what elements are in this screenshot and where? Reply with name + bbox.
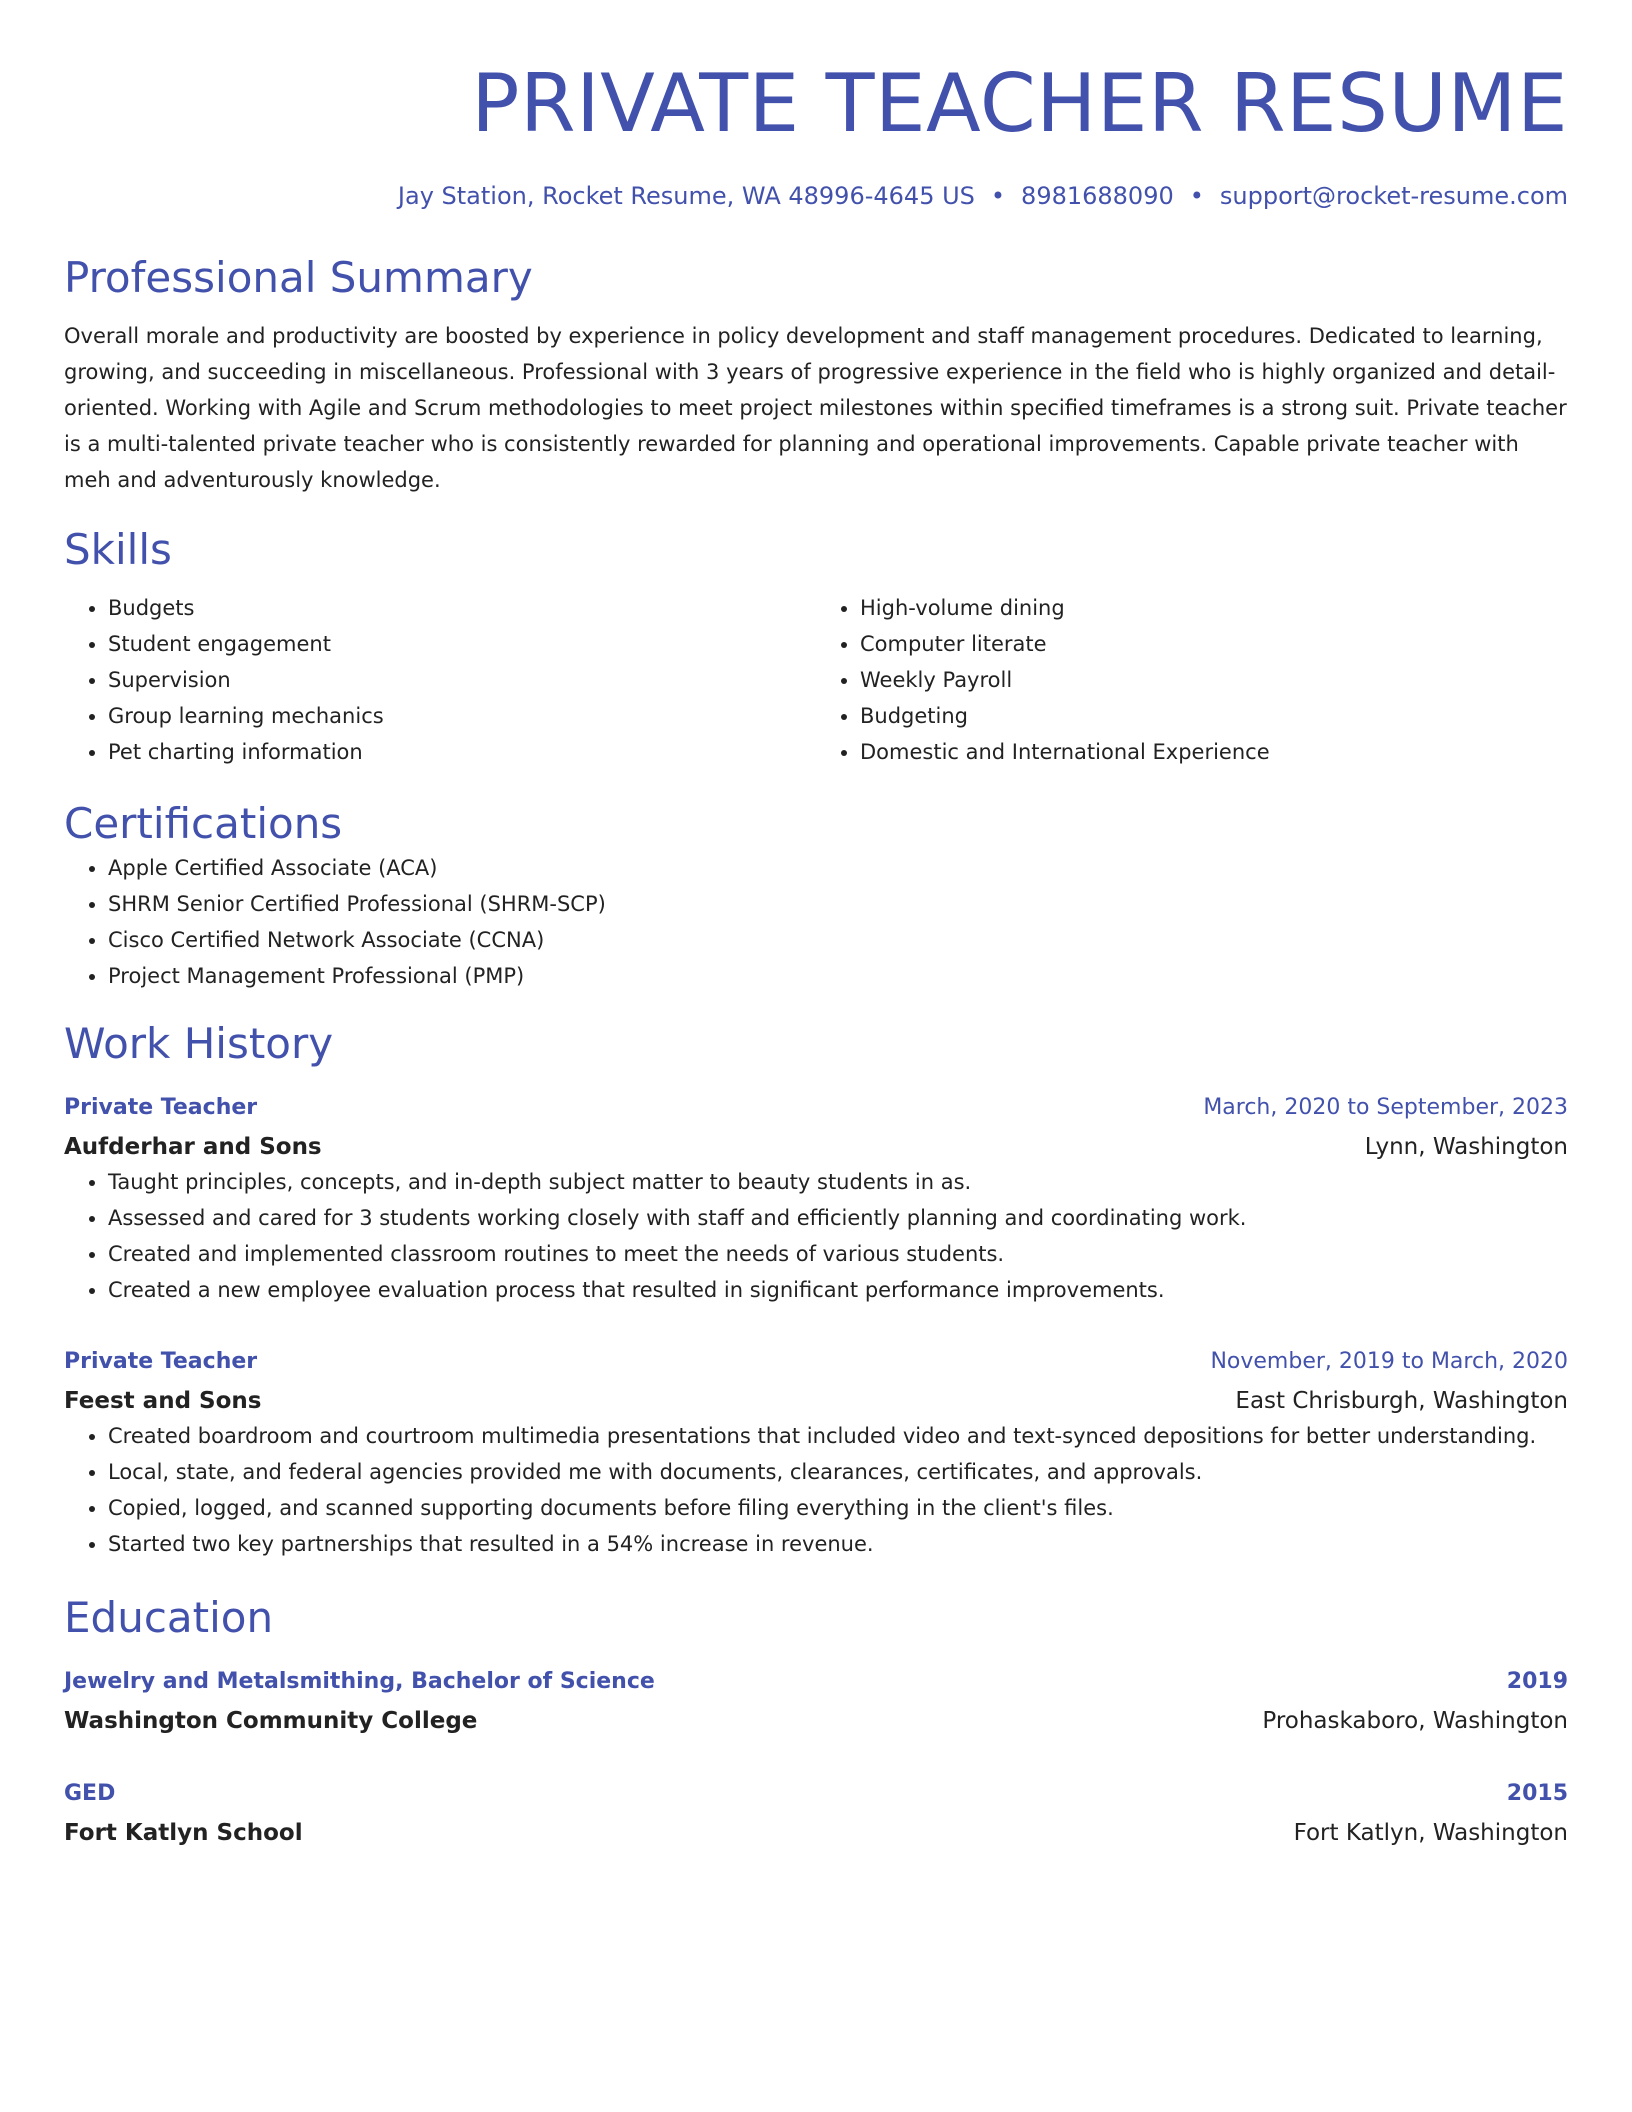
- job-company-row: [64, 1130, 1568, 1164]
- separator-dot: •: [990, 182, 1006, 210]
- job-duty-item: • Created boardroom and courtroom multimedia presentations that included video and text-synced depositions for better understanding.: [108, 1418, 1568, 1454]
- job-duty-item: • Assessed and cared for 3 students working closely with staff and efficiently planning and coordinating work.: [108, 1200, 1568, 1236]
- education-degree-row: [64, 1666, 1568, 1698]
- job-duty-item: • Taught principles, concepts, and in-depth subject matter to beauty students in as.: [108, 1164, 1568, 1200]
- contact-address: Jay Station, Rocket Resume, WA 48996-4645 US: [397, 182, 975, 210]
- contact-email[interactable]: support@rocket-resume.com: [1219, 182, 1568, 210]
- contact-phone[interactable]: 8981688090: [1021, 182, 1174, 210]
- certification-item: • Apple Certified Associate (ACA): [108, 850, 1568, 886]
- skill-item: • Domestic and International Experience: [860, 734, 1568, 770]
- education-heading: Education: [64, 1593, 274, 1642]
- skill-item: • Budgeting: [860, 698, 1568, 734]
- job-dates: March, 2020 to September, 2023: [1203, 1095, 1568, 1120]
- skill-item: • Weekly Payroll: [860, 662, 1568, 698]
- certification-item: • Cisco Certified Network Associate (CCNA): [108, 922, 1568, 958]
- summary-heading: Professional Summary: [64, 253, 533, 302]
- education-school: Washington Community College: [64, 1708, 478, 1734]
- education-year: 2015: [1506, 1781, 1568, 1806]
- skills-list-right: [816, 590, 1568, 770]
- job-duty-item: • Created and implemented classroom routines to meet the needs of various students.: [108, 1236, 1568, 1272]
- education-school-row: [64, 1816, 1568, 1850]
- certification-item: • Project Management Professional (PMP): [108, 958, 1568, 994]
- separator-dot: •: [1189, 182, 1204, 210]
- resume-title: PRIVATE TEACHER RESUME: [471, 57, 1568, 150]
- job-duty-item: • Local, state, and federal agencies provided me with documents, clearances, certificates, and approvals.: [108, 1454, 1568, 1490]
- job-location: East Chrisburgh, Washington: [1235, 1388, 1568, 1414]
- education-year: 2019: [1506, 1669, 1568, 1694]
- education-degree: GED: [64, 1781, 116, 1806]
- job-duties-list: [64, 1418, 1568, 1562]
- work-history-heading: Work History: [64, 1019, 334, 1068]
- skill-item: • Computer literate: [860, 626, 1568, 662]
- job-duty-item: • Copied, logged, and scanned supporting documents before filing everything in the client's files.: [108, 1490, 1568, 1526]
- job-title: Private Teacher: [64, 1349, 258, 1374]
- skill-item: • Budgets: [108, 590, 816, 626]
- education-degree: Jewelry and Metalsmithing, Bachelor of Science: [64, 1669, 655, 1694]
- job-entry: [64, 1092, 1568, 1308]
- job-company: Aufderhar and Sons: [64, 1134, 322, 1160]
- job-company: Feest and Sons: [64, 1388, 262, 1414]
- education-location: Prohaskaboro, Washington: [1262, 1708, 1568, 1734]
- certifications-heading: Certifications: [64, 799, 343, 848]
- education-school-row: [64, 1704, 1568, 1738]
- skill-item: • Group learning mechanics: [108, 698, 816, 734]
- job-title-row: [64, 1346, 1568, 1378]
- education-school: Fort Katlyn School: [64, 1820, 303, 1846]
- education-degree-row: [64, 1778, 1568, 1810]
- education-entry: [64, 1778, 1568, 1850]
- skills-list-left: [64, 590, 816, 770]
- certifications-list: [64, 850, 1568, 994]
- skill-item: • Supervision: [108, 662, 816, 698]
- contact-line: [64, 180, 1568, 212]
- education-location: Fort Katlyn, Washington: [1293, 1820, 1568, 1846]
- education-entry: [64, 1666, 1568, 1738]
- job-title-row: [64, 1092, 1568, 1124]
- job-entry: [64, 1346, 1568, 1562]
- job-duty-item: • Created a new employee evaluation process that resulted in significant performance improvements.: [108, 1272, 1568, 1308]
- job-duty-item: • Started two key partnerships that resulted in a 54% increase in revenue.: [108, 1526, 1568, 1562]
- job-company-row: [64, 1384, 1568, 1418]
- job-location: Lynn, Washington: [1364, 1134, 1568, 1160]
- skills-heading: Skills: [64, 525, 172, 574]
- skill-item: • High-volume dining: [860, 590, 1568, 626]
- job-duties-list: [64, 1164, 1568, 1308]
- summary-text: Overall morale and productivity are boosted by experience in policy development and staff management procedures. Dedicated to learning, growing, and succeeding in miscellaneous. Professional with 3 years of progressive experience in the field who is highly organized and detail-oriented. Working with Agile and Scrum methodologies to meet project milestones within specified timeframes is a strong suit. Private teacher is a multi-talented private teacher who is consistently rewarded for planning and operational improvements. Capable private teacher with meh and adventurously knowledge.: [64, 324, 1567, 492]
- skill-item: • Pet charting information: [108, 734, 816, 770]
- skills-columns: [64, 590, 1568, 770]
- certification-item: • SHRM Senior Certified Professional (SHRM-SCP): [108, 886, 1568, 922]
- job-dates: November, 2019 to March, 2020: [1210, 1349, 1568, 1374]
- skill-item: • Student engagement: [108, 626, 816, 662]
- job-title: Private Teacher: [64, 1095, 258, 1120]
